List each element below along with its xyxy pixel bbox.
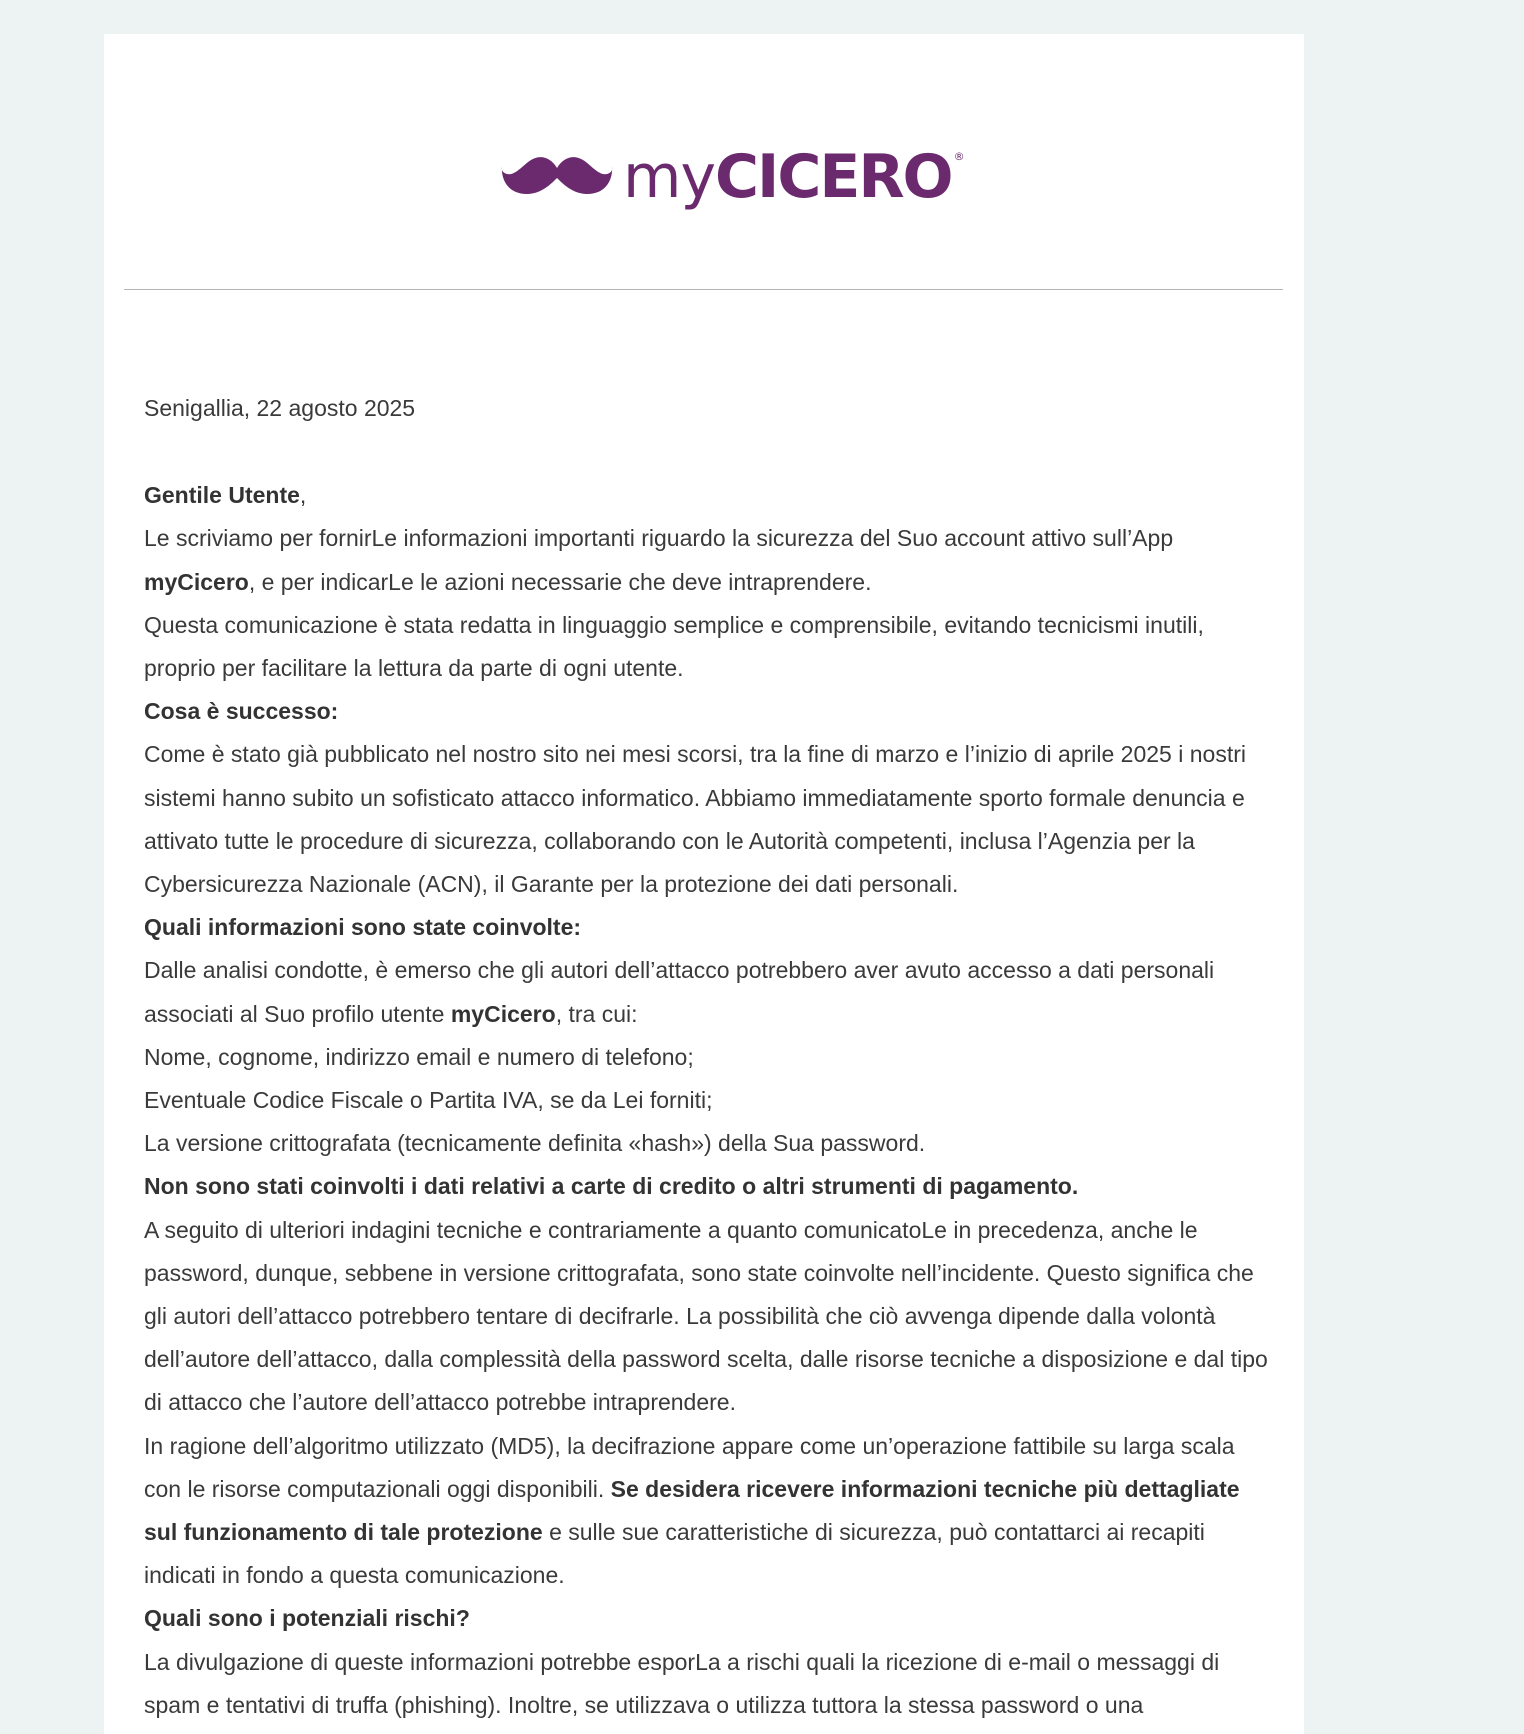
greeting-bold: Gentile Utente <box>144 482 300 509</box>
letter-body <box>144 387 1274 1727</box>
list-item: Eventuale Codice Fiscale o Partita IVA, se da Lei forniti; <box>144 1087 713 1114</box>
intro-paragraph <box>144 517 1274 603</box>
heading-what-happened-text: Cosa è successo: <box>144 698 339 725</box>
list-item: Nome, cognome, indirizzo email e numero di telefono; <box>144 1043 694 1070</box>
info-app-name: myCicero <box>450 1000 556 1027</box>
info-paragraph <box>144 949 1274 1035</box>
logo-wordmark <box>623 142 964 212</box>
greeting-tail: , <box>299 482 307 509</box>
no-cards-notice-text: Non sono stati coinvolti i dati relativi a carte di credito o altri strumenti di pagamento. <box>144 1173 1079 1200</box>
logo-registered-mark: ® <box>953 150 964 163</box>
header-divider <box>124 289 1283 290</box>
intro-paragraph-2: Questa comunicazione è stata redatta in linguaggio semplice e comprensibile, evitando tecnicismi inutili, proprio per facilitare la lettura da parte di ogni utente. <box>144 611 1204 682</box>
intro-app-name: myCicero <box>144 568 249 595</box>
md5-bold: Se desidera ricevere informazioni tecniche più dettagliate sul funzionamento di tale protezione <box>144 1475 1240 1546</box>
heading-risks <box>144 1597 1274 1640</box>
logo-text-cicero: CICERO <box>714 142 952 212</box>
heading-risks-text: Quali sono i potenziali rischi? <box>144 1605 470 1632</box>
mustache-icon <box>501 154 613 200</box>
md5-text-1: In ragione dell’algoritmo utilizzato (MD5), la decifrazione appare come un’operazione fattibile su larga scala con le risorse computazionali oggi disponibili. <box>144 1432 1235 1502</box>
logo-text-my: my <box>623 142 715 212</box>
list-item: La versione crittografata (tecnicamente definita «hash») della Sua password. <box>144 1130 926 1157</box>
no-cards-notice <box>144 1165 1274 1208</box>
intro-text-1: Le scriviamo per fornirLe informazioni importanti riguardo la sicurezza del Suo account attivo sull’App <box>144 525 1174 552</box>
md5-text-2: e sulle sue caratteristiche di sicurezza, può contattarci ai recapiti indicati in fondo a questa comunicazione. <box>144 1519 1205 1589</box>
md5-paragraph <box>144 1425 1274 1598</box>
intro-text-2: , e per indicarLe le azioni necessarie che deve intraprendere. <box>248 568 872 595</box>
mycicero-logo <box>501 122 964 232</box>
email-card <box>104 34 1304 1734</box>
passwords-paragraph: A seguito di ulteriori indagini tecniche e contrariamente a quanto comunicatoLe in precedenza, anche le password, dunque, sebbene in versione crittografata, sono state coinvolte nell’incidente. Questo significa che gli autori dell’attacco potrebbero tentare di decifrarle. La possibilità che ciò avvenga dipende dalla volontà dell’autore dell’attacco, dalla complessità della password scelta, dalle risorse tecniche a disposizione e dal tipo di attacco che l’autore dell’attacco potrebbe intraprendere. <box>144 1216 1268 1416</box>
greeting <box>144 474 1274 517</box>
heading-what-happened <box>144 690 1274 733</box>
heading-info-involved-text: Quali informazioni sono state coinvolte: <box>144 914 582 941</box>
info-text-1: Dalle analisi condotte, è emerso che gli autori dell’attacco potrebbero aver avuto accesso a dati personali associati al Suo profilo utente <box>144 957 1215 1027</box>
what-happened-text: Come è stato già pubblicato nel nostro sito nei mesi scorsi, tra la fine di marzo e l’inizio di aprile 2025 i nostri sistemi hanno subito un sofisticato attacco informatico. Abbiamo immediatamente sporto formale denuncia e attivato tutte le procedure di sicurezza, collaborando con le Autorità competenti, inclusa l’Agenzia per la Cybersicurezza Nazionale (ACN), il Garante per la protezione dei dati personali. <box>144 741 1246 898</box>
risks-paragraph: La divulgazione di queste informazioni potrebbe esporLa a rischi quali la ricezione di e-mail o messaggi di spam e tentativi di truffa (phishing). Inoltre, se utilizzava o utilizza tuttora la stessa password o una <box>144 1648 1220 1718</box>
letter-date: Senigallia, 22 agosto 2025 <box>144 395 416 421</box>
info-text-2: , tra cui: <box>555 1000 638 1027</box>
heading-info-involved <box>144 906 1274 949</box>
